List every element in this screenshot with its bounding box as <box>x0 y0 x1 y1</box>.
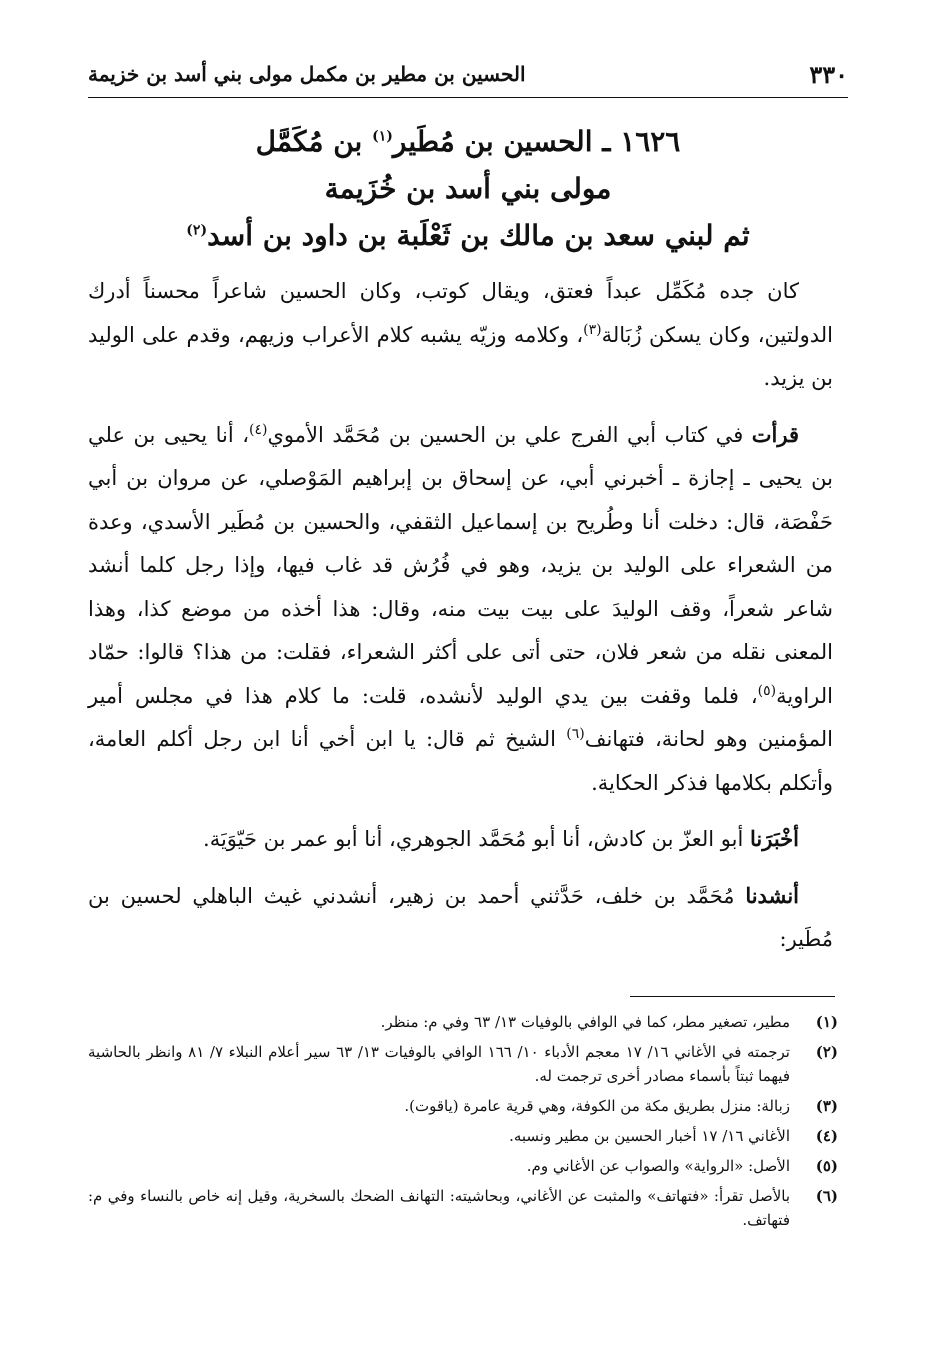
running-header <box>88 58 848 98</box>
footnote-number: (١) <box>815 1013 838 1031</box>
text-run: أبو العزّ بن كادش، أنا أبو مُحَمَّد الجوهري، أنا أبو عمر بن حَيّوَيَة. <box>203 827 751 851</box>
footnote <box>88 1184 838 1232</box>
main-text <box>88 270 833 962</box>
page-number: ٣٣٠ <box>809 60 848 89</box>
text-run: الشيخ ثم قال: يا ابن أخي أنا ابن رجل أكلم العامة، وأتكلم بكلامها فذكر الحكاية. <box>88 727 833 795</box>
paragraph-lead-word: قرأت <box>751 421 799 447</box>
paragraph <box>88 413 833 806</box>
footnote-ref[interactable]: (٤) <box>249 421 268 438</box>
entry-title-line-3 <box>88 212 848 259</box>
paragraph-lead-word: أخْبَرَنا <box>750 826 799 851</box>
footnote-number: (٦) <box>815 1187 838 1205</box>
text-run: ، أنا يحيى بن علي بن يحيى ـ إجازة ـ أخبرني أبي، عن إسحاق بن إبراهيم المَوْصلي، عن مروان بن أبي حَفْصَة، قال: دخلت أنا وطُريح بن إسماعيل الثقفي، والحسين بن مُطَير الأسدي، وعدة من الشعراء على الوليد بن يزيد، وهو في فُرُش قد غاب فيها، وإذا رجل كلما أنشد شاعر شعراً، وقف الوليدَ على بيت بيت منه، وقال: هذا أخذه من موضع كذا، وهذا المعنى نقله من شعر فلان، حتى أتى على أكثر الشعراء، فقلت: من هذا؟ قالوا: حمّاد الراوية <box>88 422 833 708</box>
footnotes <box>88 1010 838 1238</box>
footnote-ref[interactable]: (٢) <box>186 222 208 239</box>
running-title: الحسين بن مطير بن مكمل مولى بني أسد بن خزيمة <box>88 62 526 86</box>
footnote-number: (٣) <box>815 1097 838 1115</box>
text-run: في كتاب أبي الفرج علي بن الحسين بن مُحَمَّد الأموي <box>267 422 752 447</box>
footnote-text: مطير، تصغير مطر، كما في الوافي بالوفيات ١٣/ ٦٣ وفي م: منظر. <box>380 1013 790 1031</box>
text-run: ، فلما وقفت بين يدي الوليد لأنشده، قلت: ما كلام هذا في مجلس أمير المؤمنين وهو لحانة، فتهانف <box>88 683 833 751</box>
text-run: مُحَمَّد بن خلف، حَدَّثني أحمد بن زهير، أنشدني غيث الباهلي لحسين بن مُطَير: <box>88 883 833 951</box>
footnote-text: بالأصل تقرأ: «فتهاتف» والمثبت عن الأغاني، وبحاشيته: التهانف الضحك بالسخرية، وقيل إنه خاص بالنساء وفي م: فتهاتف. <box>88 1187 790 1229</box>
footnote-number: (٤) <box>815 1127 838 1145</box>
footnote <box>88 1154 838 1178</box>
footnote-ref[interactable]: (٥) <box>757 682 777 699</box>
footnote-ref[interactable]: (٦) <box>566 726 585 742</box>
entry-title-line-2: مولى بني أسد بن خُزَيمة <box>324 172 612 205</box>
footnote-ref[interactable]: (٣) <box>583 321 602 338</box>
header-rule <box>88 97 848 98</box>
footnote-text: زبالة: منزل بطريق مكة من الكوفة، وهي قرية عامرة (ياقوت). <box>404 1097 790 1115</box>
footnote <box>88 1010 838 1034</box>
footnote-ref[interactable]: (١) <box>372 128 393 145</box>
entry-title-text: ثم لبني سعد بن مالك بن ثَعْلَبة بن داود بن أسد <box>207 219 750 252</box>
footnote <box>88 1040 838 1088</box>
footnote-separator <box>630 996 835 997</box>
text-run: ، وكلامه وزيّه يشبه كلام الأعراب وزيهم، وقدم على الوليد بن يزيد. <box>88 322 833 390</box>
entry-title-text: ١٦٢٦ ـ الحسين بن مُطَير <box>392 125 681 158</box>
entry-title-text: بن مُكَمَّل <box>255 125 363 158</box>
footnote-text: الأغاني ١٦/ ١٧ أخبار الحسين بن مطير ونسبه. <box>509 1127 790 1145</box>
footnote-text: الأصل: «الرواية» والصواب عن الأغاني وم. <box>526 1157 790 1175</box>
entry-title-line-1 <box>88 118 848 165</box>
footnote <box>88 1094 838 1118</box>
paragraph <box>88 270 833 401</box>
footnote <box>88 1124 838 1148</box>
footnote-text: ترجمته في الأغاني ١٦/ ١٧ معجم الأدباء ١٠/ ١٦٦ الوافي بالوفيات ١٣/ ٦٣ سير أعلام النبلاء ٧/ ٨١ وانظر بالحاشية فيهما ثبتاً بأسماء مصادر أخرى ترجمت له. <box>88 1043 790 1085</box>
text-run: كان جده مُكَمِّل عبداً فعتق، ويقال كوتب، وكان الحسين شاعراً محسناً أدرك الدولتين، وكان يسكن زُبَالة <box>88 279 833 347</box>
paragraph <box>88 817 833 862</box>
entry-title <box>88 118 848 259</box>
footnote-number: (٢) <box>815 1043 838 1061</box>
paragraph <box>88 874 833 962</box>
paragraph-lead-word: أنشدنا <box>745 882 799 908</box>
footnote-number: (٥) <box>815 1157 838 1175</box>
